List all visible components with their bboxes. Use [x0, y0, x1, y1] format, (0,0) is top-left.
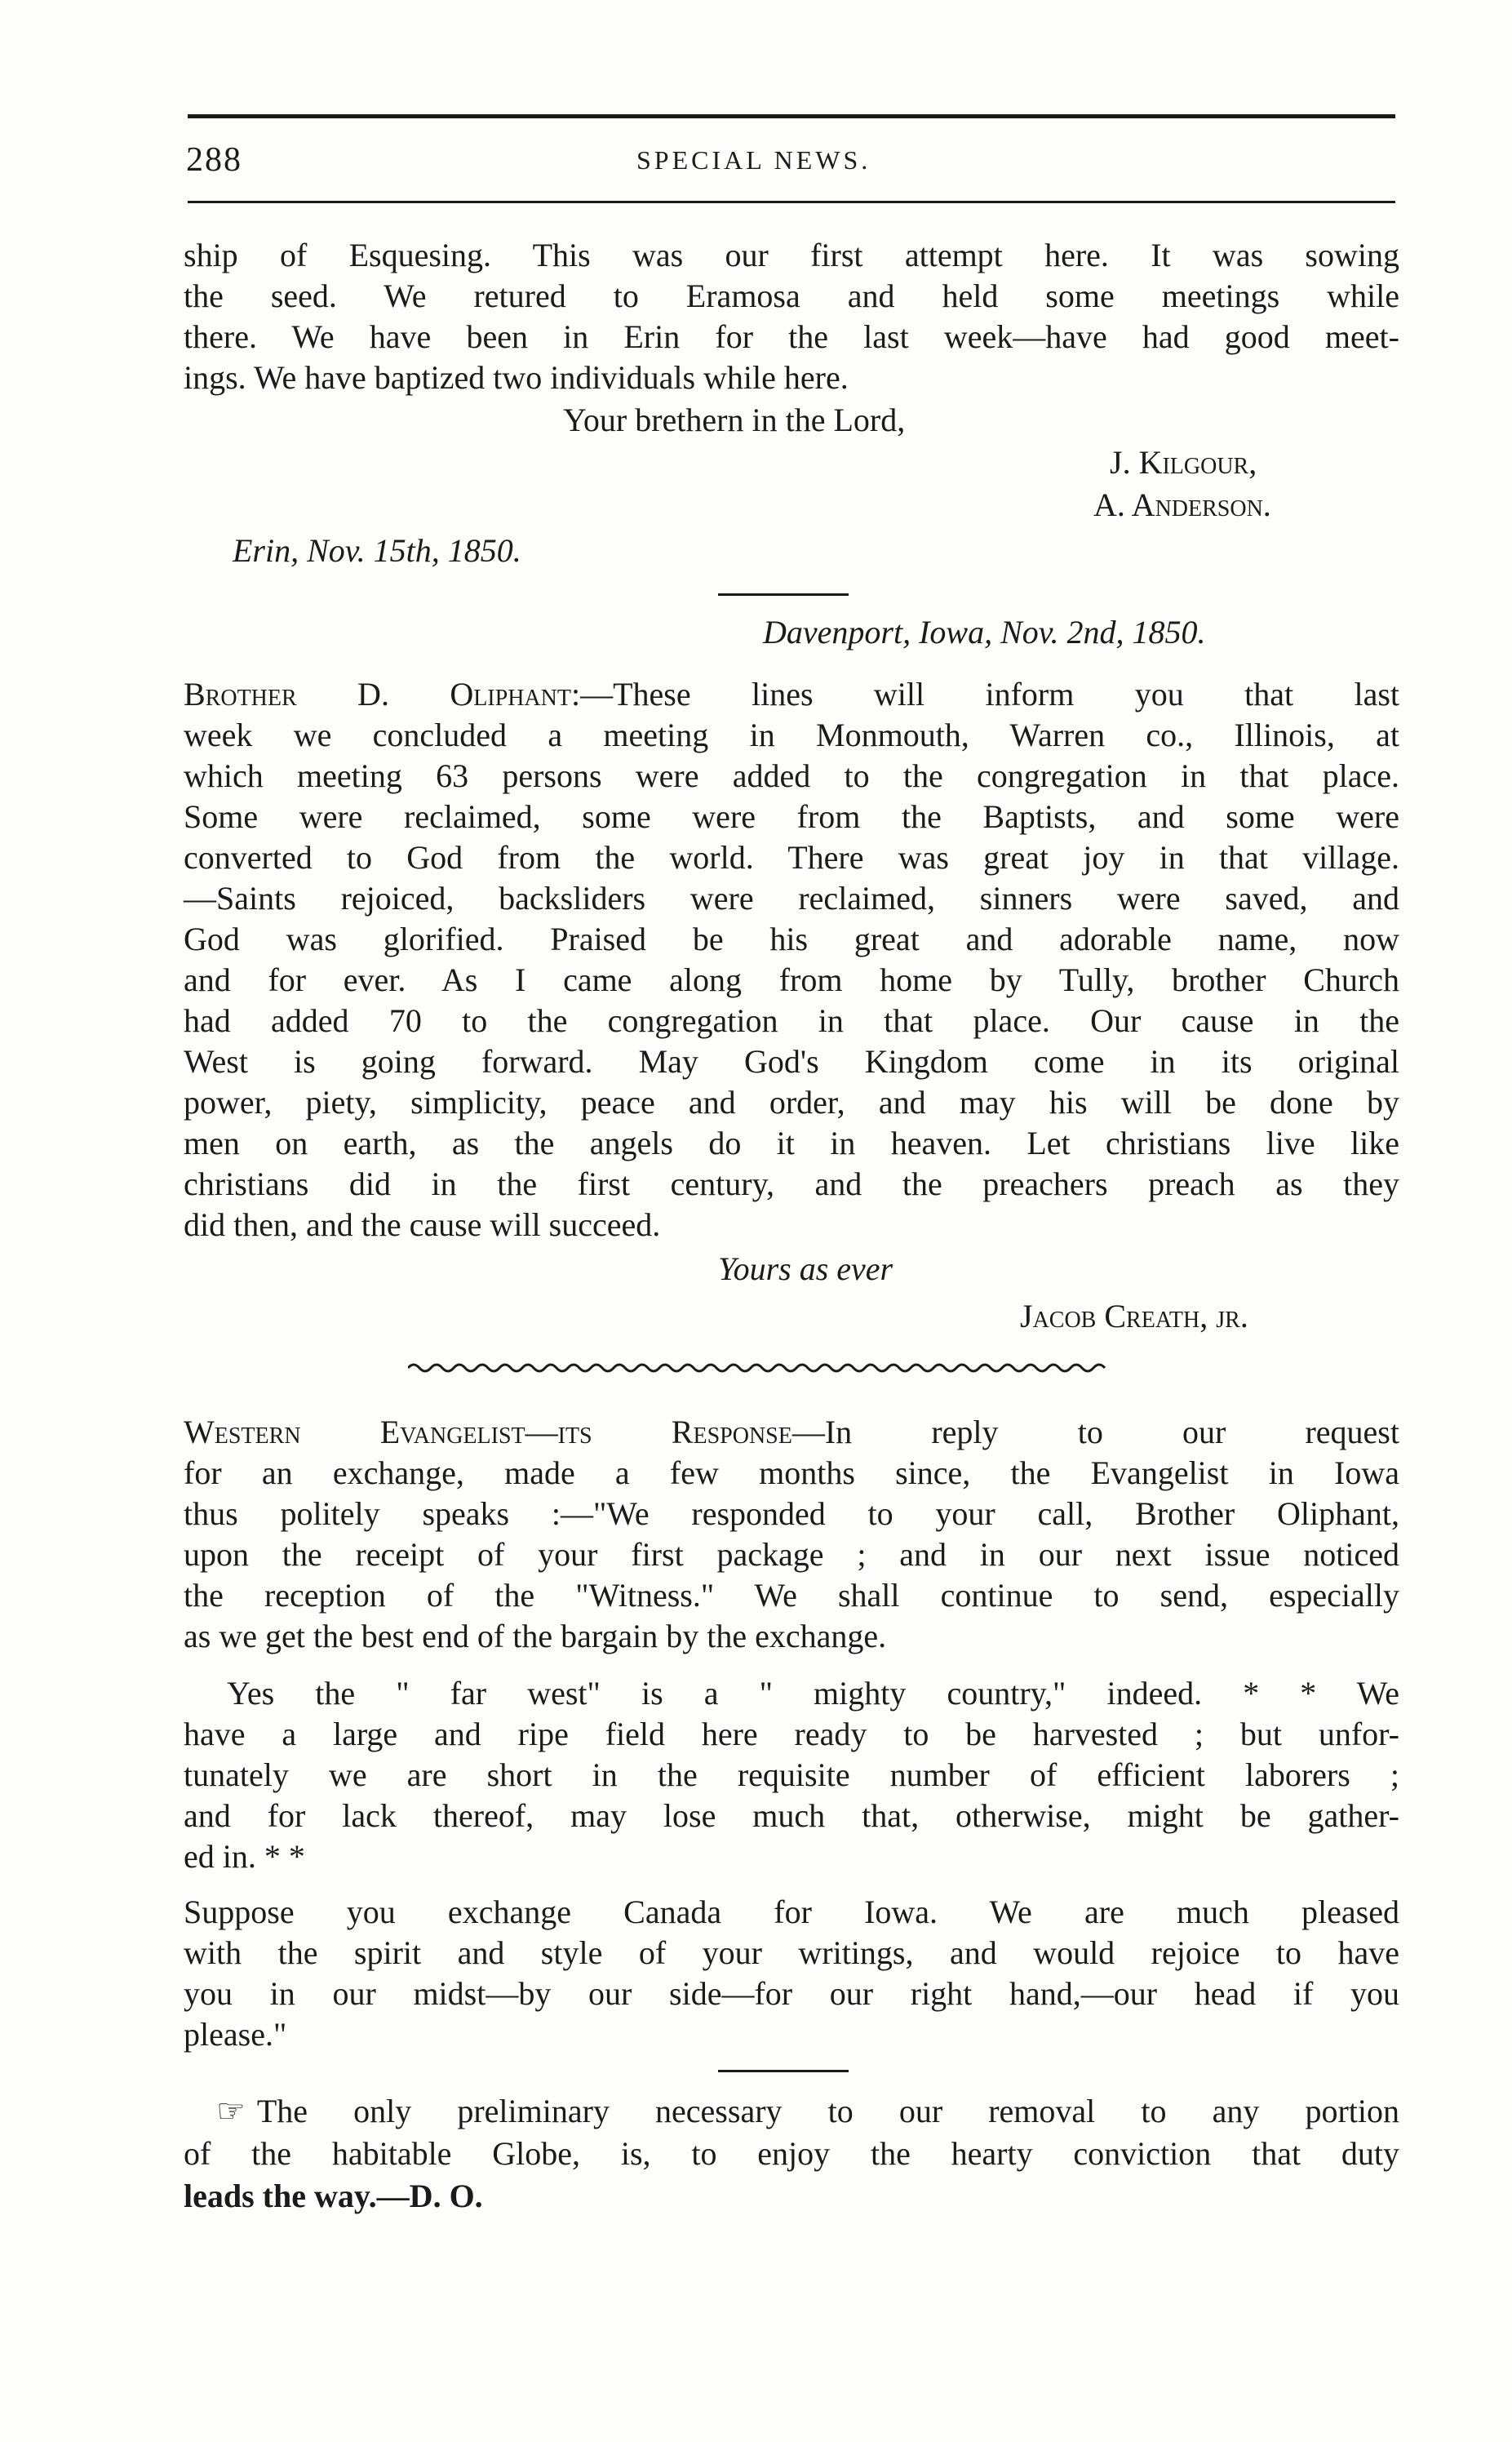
body-line: you in our midst—by our side—for our right hand,—our head if you: [184, 1975, 1399, 2012]
body-line-heading: [184, 1412, 1399, 1453]
body-line: converted to God from the world. There was great joy in that village.: [184, 839, 1399, 876]
body-line: of the habitable Globe, is, to enjoy the hearty conviction that duty: [184, 2135, 1399, 2172]
body-line: the reception of the "Witness." We shall continue to send, especially: [184, 1577, 1399, 1614]
article-heading: Western Evangelist—its Response: [184, 1414, 792, 1450]
body-line: men on earth, as the angels do it in heaven. Let christians live like: [184, 1125, 1399, 1161]
body-line: ed in. * *: [184, 1838, 305, 1875]
body-line: Some were reclaimed, some were from the Baptists, and some were: [184, 798, 1399, 835]
letter-closing: Your brethern in the Lord,: [563, 402, 906, 438]
body-line: which meeting 63 persons were added to the congregation in that place.: [184, 757, 1399, 794]
body-line: thus politely speaks :—"We responded to your call, Brother Oliphant,: [184, 1495, 1399, 1532]
body-line: and for lack thereof, may lose much that, otherwise, might be gather-: [184, 1797, 1399, 1834]
page-number: 288: [186, 141, 242, 179]
body-line: Suppose you exchange Canada for Iowa. We are much pleased: [184, 1894, 1399, 1930]
body-line: had added 70 to the congregation in that place. Our cause in the: [184, 1002, 1399, 1039]
body-line: please.": [184, 2016, 287, 2053]
section-divider: [718, 2070, 849, 2072]
signature-anderson: A. Anderson.: [1093, 486, 1271, 523]
dateline-erin: Erin, Nov. 15th, 1850.: [233, 532, 521, 569]
body-line-salutation: [184, 674, 1399, 715]
note-text: The only preliminary necessary to our removal to any portion: [256, 2093, 1399, 2129]
body-line: with the spirit and style of your writings, and would rejoice to have: [184, 1934, 1399, 1971]
body-line: and for ever. As I came along from home by Tully, brother Church: [184, 961, 1399, 998]
pointing-hand-icon: ☞: [216, 2093, 246, 2129]
body-line: have a large and ripe field here ready to be harvested ; but unfor-: [184, 1716, 1399, 1752]
header-bottom-rule: [188, 201, 1395, 203]
signature-creath: Jacob Creath, jr.: [1020, 1298, 1248, 1334]
body-line: [216, 2091, 1399, 2132]
body-line: leads the way.—D. O.: [184, 2178, 483, 2214]
section-divider: [718, 593, 849, 596]
body-line: [184, 1453, 1399, 1494]
signature-kilgour: J. Kilgour,: [1110, 444, 1257, 481]
heading-continuation: —In reply to our request: [791, 1414, 1399, 1450]
letter-closing: Yours as ever: [718, 1250, 893, 1287]
body-line: ings. We have baptized two individuals while here.: [184, 359, 849, 396]
running-title: SPECIAL NEWS.: [636, 145, 871, 175]
body-line: week we concluded a meeting in Monmouth, Warren co., Illinois, at: [184, 717, 1399, 753]
body-line: Yes the " far west" is a " mighty country," indeed. * * We: [227, 1675, 1399, 1712]
header-top-rule: [188, 114, 1395, 118]
salutation-continuation: :—These lines will inform you that last: [570, 676, 1399, 713]
body-line: —Saints rejoiced, backsliders were reclaimed, sinners were saved, and: [184, 880, 1399, 917]
body-line: West is going forward. May God's Kingdom come in its original: [184, 1043, 1399, 1080]
salutation: Brother D. Oliphant: [184, 676, 571, 713]
body-line: there. We have been in Erin for the last week—have had good meet-: [184, 318, 1399, 355]
body-line: the seed. We retured to Eramosa and held some meetings while: [184, 278, 1399, 314]
body-line: power, piety, simplicity, peace and order, and may his will be done by: [184, 1084, 1399, 1121]
body-line: as we get the best end of the bargain by the exchange.: [184, 1618, 887, 1654]
body-line: did then, and the cause will succeed.: [184, 1206, 661, 1243]
body-line: God was glorified. Praised be his great and adorable name, now: [184, 921, 1399, 957]
body-line: ship of Esquesing. This was our first attempt here. It was sowing: [184, 237, 1399, 273]
dateline-davenport: Davenport, Iowa, Nov. 2nd, 1850.: [763, 614, 1206, 650]
body-line: tunately we are short in the requisite number of efficient laborers ;: [184, 1756, 1399, 1793]
body-line: christians did in the first century, and the preachers preach as they: [184, 1166, 1399, 1202]
paragraph-text: for an exchange, made a few months since, the Evangelist in Iowa: [184, 1454, 1399, 1491]
body-line: upon the receipt of your first package ; and in our next issue noticed: [184, 1536, 1399, 1573]
wavy-divider: [408, 1360, 1110, 1376]
